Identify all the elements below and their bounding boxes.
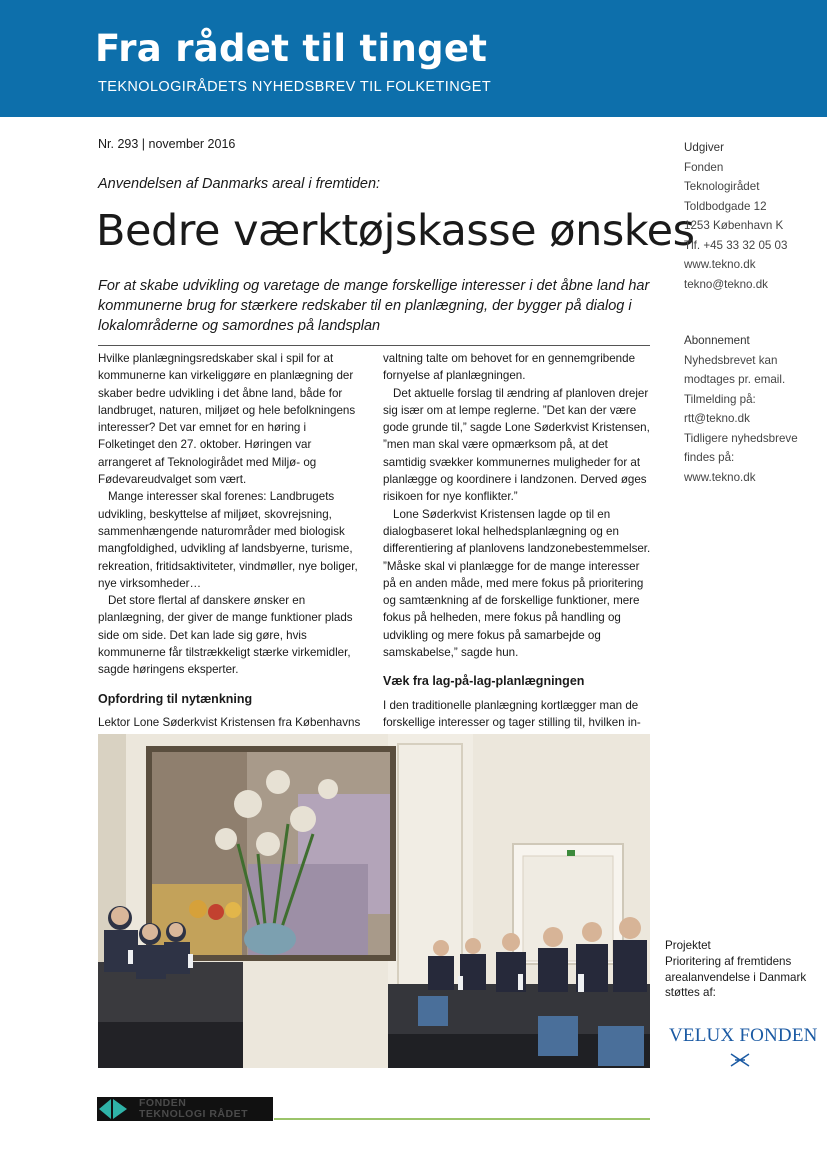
support-line: arealanvendelse i Danmark	[665, 970, 807, 984]
masthead	[0, 0, 827, 117]
support-line: Prioritering af fremtidens	[665, 954, 792, 968]
article-lead: For at skabe udvikling og varetage de mange forskellige interesser i det åbne land har kommunerne brug for stærkere redskaber til en planlægning, der bygger på dialog i lokalområderne og samordnes på landsplan	[98, 278, 650, 334]
sponsor-logo-velux: VELUX FONDEN	[669, 1025, 818, 1046]
paragraph: Lone Søderkvist Kristensen lagde op til en dialogbaseret lokal helhedsplanlægning og en differentiering af planlovens landzonebestemmelser. ”Måske skal vi planlægge for de mange interesser på en anden måde, med mere fokus på prioritering og samtænkning af de forskellige funktioner, mere fokus på helheden, mere fokus på handling og udvikling og mere fokus på samarbejde og samskabelse,” sagde hun.	[383, 507, 651, 660]
teknologiraadet-logo	[97, 1097, 273, 1121]
subscription-line: Tidligere nyhedsbreve	[684, 431, 798, 445]
support-line: Projektet	[665, 939, 711, 952]
subscription-email-link[interactable]: rtt@tekno.dk	[684, 412, 750, 425]
section-heading: Væk fra lag-på-lag-planlægningen	[383, 674, 585, 689]
subscription-line: findes på:	[684, 451, 735, 464]
publisher-label: Udgiver	[684, 141, 724, 154]
paragraph: Det store flertal af danskere ønsker en planlægning, der giver de mange funktioner plads side om side. Det kan lade sig gøre, hvis kommunerne får tilstrækkeligt stærke virkemidler, sagde høringens eksperter.	[98, 594, 353, 677]
logo-text-line: TEKNOLOGI RÅDET	[139, 1108, 248, 1120]
support-line: støttes af:	[665, 986, 716, 1000]
archive-website-link[interactable]: www.tekno.dk	[684, 470, 756, 484]
publisher-line: Toldbodgade 12	[684, 199, 767, 213]
publisher-email-link[interactable]: tekno@tekno.dk	[684, 277, 768, 291]
subscription-line: Tilmelding på:	[684, 392, 756, 406]
subscription-line: modtages pr. email.	[684, 373, 786, 386]
project-support-note	[665, 938, 825, 1001]
footer-divider	[274, 1118, 650, 1120]
velux-emblem-icon	[729, 1052, 751, 1068]
newsletter-subtitle: TEKNOLOGIRÅDETS NYHEDSBREV TIL FOLKETINGET	[98, 79, 492, 95]
logo-text-line: FONDEN	[139, 1097, 187, 1109]
lead-divider	[98, 345, 650, 346]
paragraph: Lektor Lone Søderkvist Kristensen fra Københavns	[98, 715, 361, 729]
subscription-label: Abonnement	[684, 334, 750, 347]
article-headline: Bedre værktøjskasse ønskes	[96, 206, 695, 256]
publisher-line: Fonden	[684, 160, 724, 174]
hearing-photo	[98, 734, 650, 1068]
paragraph: Det aktuelle forslag til ændring af planloven drejer sig især om at lempe reglerne. ”Det kan der være gode grunde til,” sagde Lone Søderkvist Kristensen, ”men man skal være opmærksom på, at det samtidig svækker kommunernes muligheder for at planlægge og koordinere i landzonen. Derved øges risikoen for nye konflikter.”	[383, 386, 650, 504]
article-column-left	[98, 350, 366, 749]
hearing-room-illustration	[98, 734, 650, 1068]
publisher-line: Teknologirådet	[684, 180, 760, 193]
publisher-info	[684, 138, 824, 294]
article-kicker: Anvendelsen af Danmarks areal i fremtiden:	[98, 176, 381, 192]
paragraph: I den traditionelle planlægning kortlægger man de forskellige interesser og tager stilling til, hvilken in-	[383, 698, 641, 729]
section-heading: Opfordring til nytænkning	[98, 691, 253, 706]
publisher-phone: Tlf. +45 33 32 05 03	[684, 238, 788, 252]
paragraph: Mange interesser skal forenes: Landbrugets udvikling, beskyttelse af miljøet, skovrejsning, sammenhængende naturområder med biologisk mangfoldighed, udvikling af landsbyerne, turisme, rekreation, fritidsaktiviteter, vindmøller, nye boliger, nye virksomheder…	[98, 490, 358, 590]
logo-mark-icon	[97, 1097, 133, 1121]
issue-number: Nr. 293 | november 2016	[98, 137, 236, 151]
subscription-info	[684, 331, 824, 487]
publisher-line: 1253 København K	[684, 219, 784, 232]
newsletter-title: Fra rådet til tinget	[95, 27, 488, 70]
publisher-website-link[interactable]: www.tekno.dk	[684, 258, 756, 271]
paragraph: Hvilke planlægningsredskaber skal i spil for at kommunerne kan virkeliggøre en planlægning der skaber bedre udvikling i det åbne land, både for landbruget, naturen, miljøet og hele befolkningens interesser? Det var emnet for en høring i Folketinget den 27. oktober. Høringen var arrangeret af Teknologirådet med Miljø- og Fødevareudvalget som vært.	[98, 352, 356, 487]
logo-text	[139, 1098, 248, 1120]
subscription-line: Nyhedsbrevet kan	[684, 353, 778, 367]
article-column-right	[383, 350, 651, 731]
paragraph: valtning talte om behovet for en gennemgribende fornyelse af planlægningen.	[383, 352, 636, 383]
